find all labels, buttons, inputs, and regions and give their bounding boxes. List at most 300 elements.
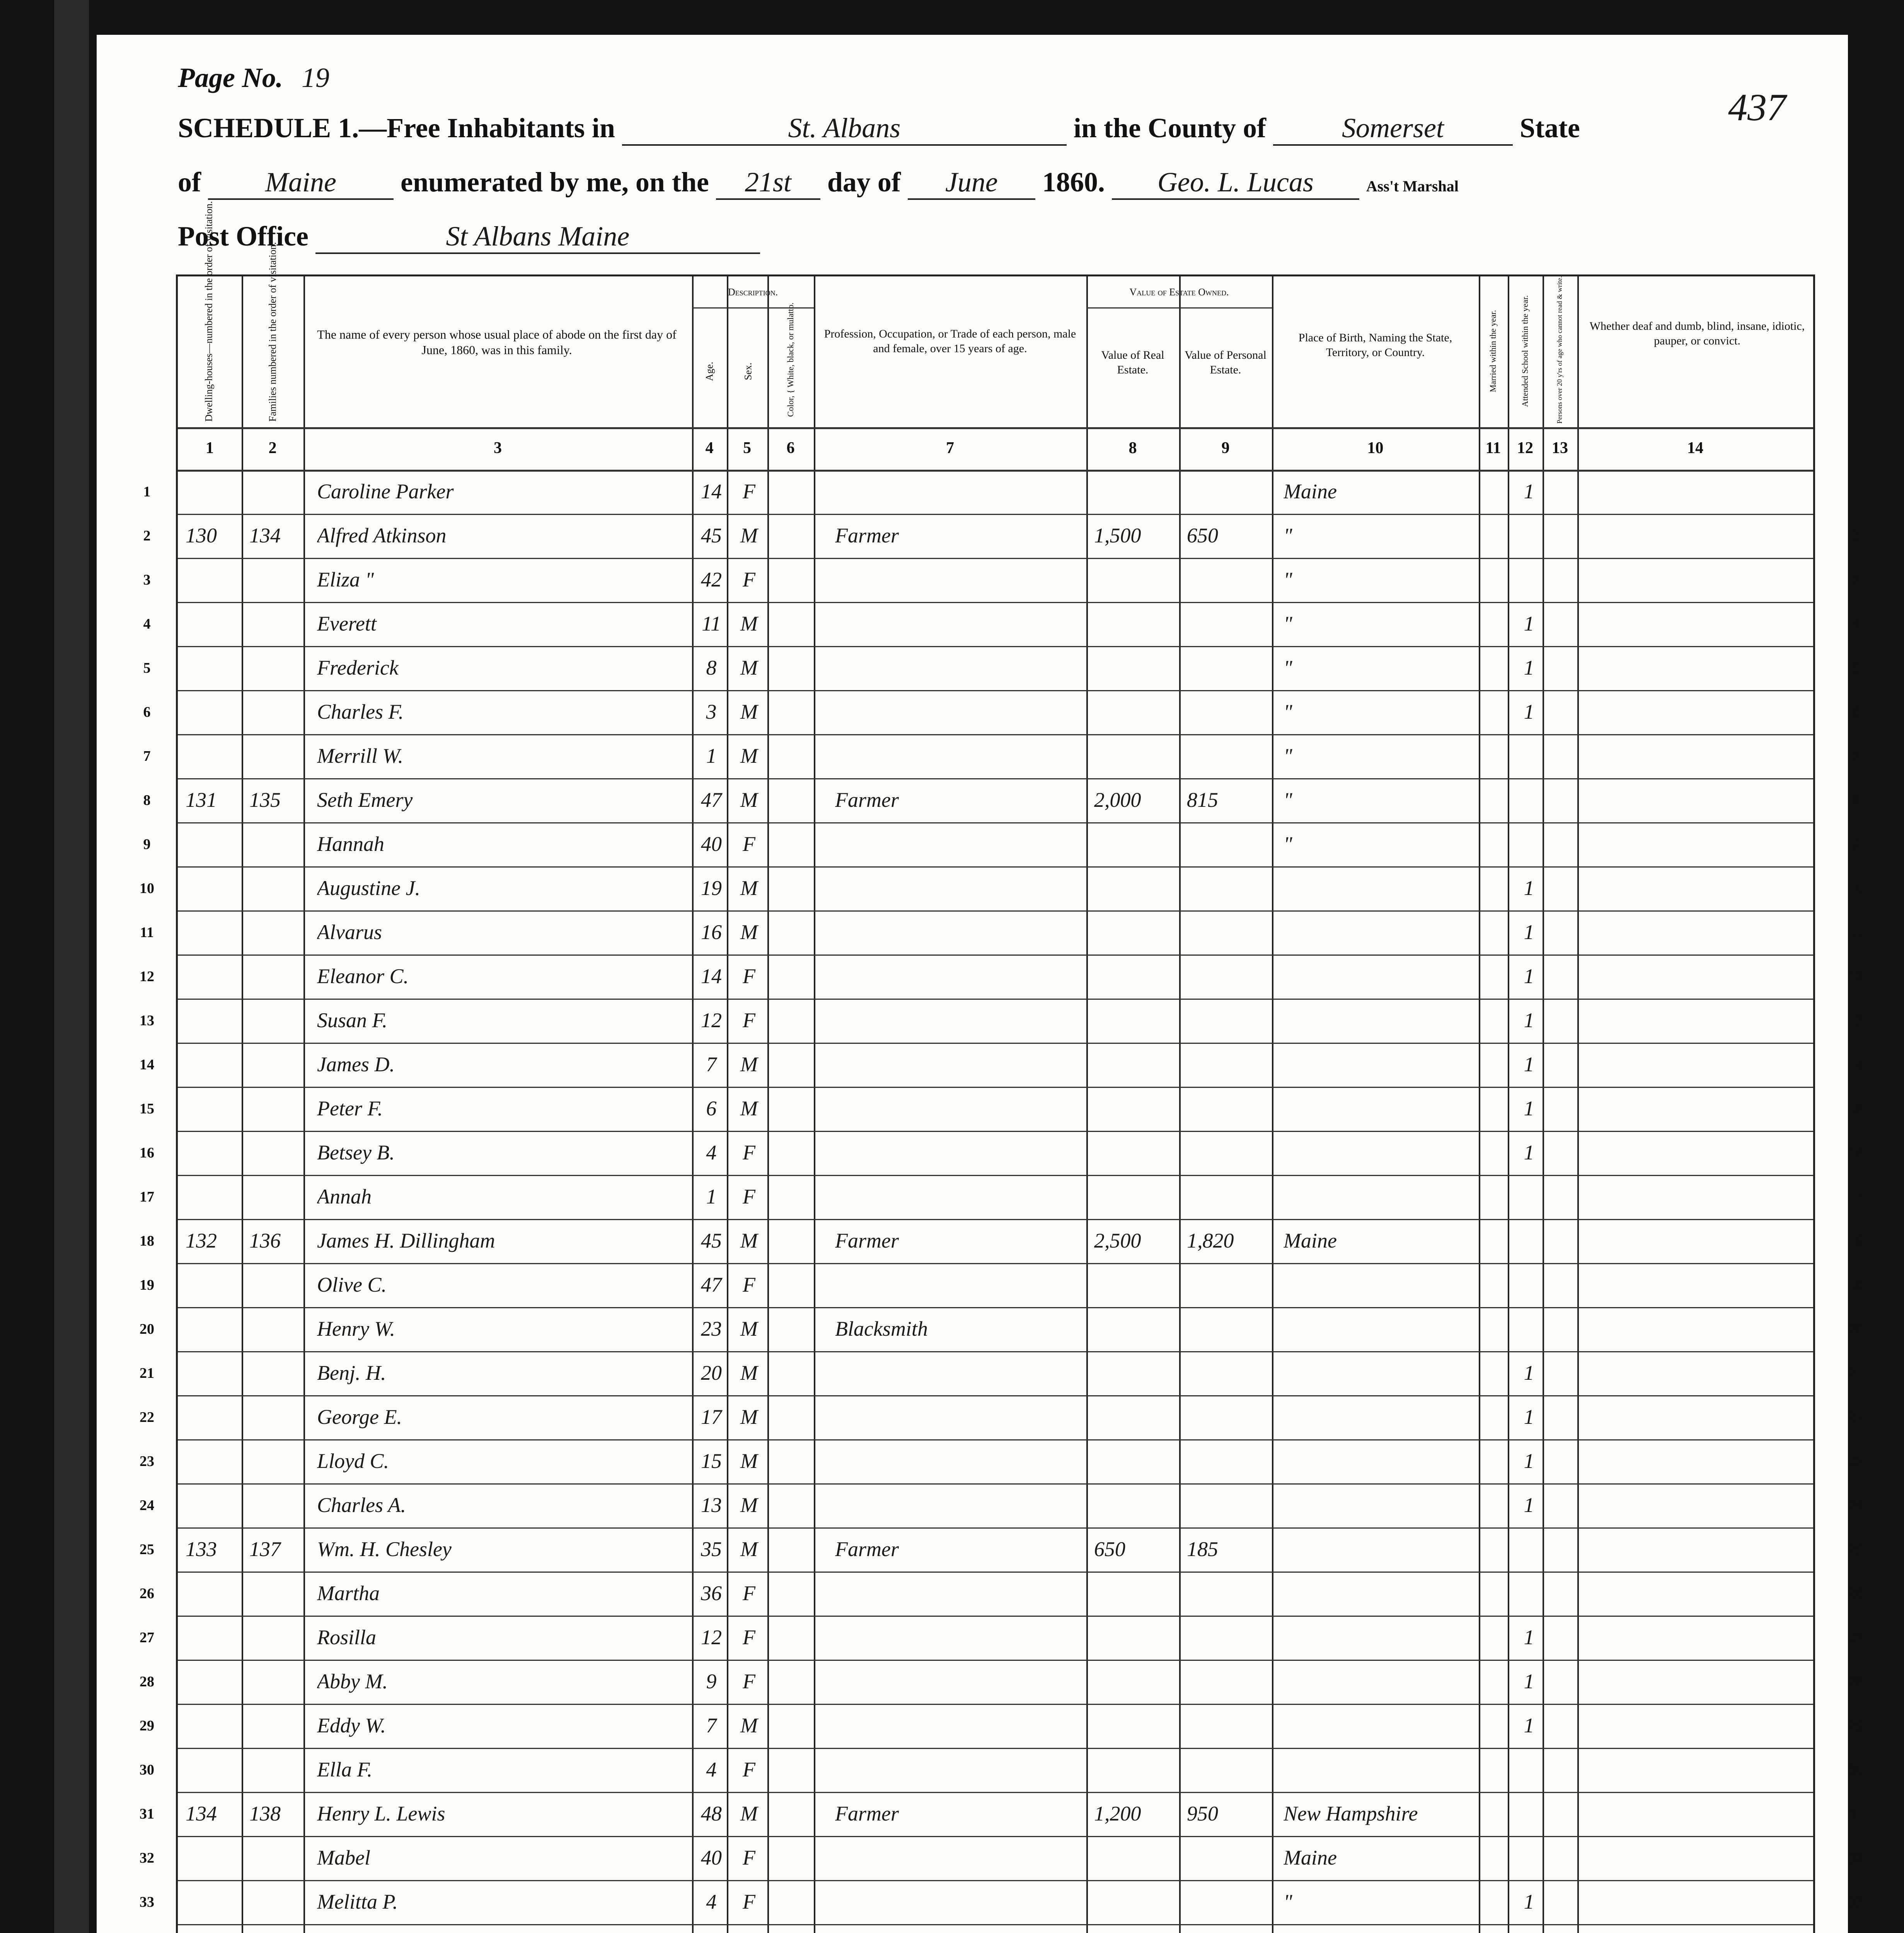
col3-header: The name of every person whose usual place of abode on the first day of June, 1860, was in this family.	[317, 327, 677, 357]
age: 40	[701, 1846, 722, 1869]
age: 35	[701, 1538, 722, 1561]
description-header: Description.	[728, 286, 778, 298]
person-name: Augustine J.	[317, 876, 420, 900]
line-number-right: 27	[1848, 1630, 1863, 1646]
age: 7	[706, 1053, 717, 1076]
row-rule	[178, 602, 1813, 603]
age: 16	[701, 920, 722, 944]
sex: M	[740, 1361, 758, 1384]
age: 4	[706, 1890, 717, 1913]
line-number-left: 20	[140, 1321, 154, 1337]
col12-header: Attended School within the year.	[1520, 295, 1530, 407]
county-label: in the County of	[1073, 113, 1266, 143]
line-number-left: 6	[143, 704, 151, 720]
real-estate-value: 2,000	[1094, 788, 1141, 811]
row-rule	[178, 822, 1813, 823]
attended-school: 1	[1524, 656, 1534, 679]
line-number-right: 17	[1848, 1189, 1863, 1205]
occupation: Blacksmith	[835, 1317, 928, 1340]
person-name: Eleanor C.	[317, 965, 409, 988]
sex: M	[740, 1802, 758, 1825]
row-rule	[178, 1439, 1813, 1440]
line-number-right: 3	[1852, 572, 1860, 588]
page-number: 19	[301, 62, 329, 93]
line-number-right: 20	[1848, 1321, 1863, 1337]
family-number: 138	[249, 1802, 281, 1825]
sex: F	[743, 1185, 755, 1208]
line-number-left: 32	[140, 1850, 154, 1866]
sex: M	[740, 1097, 758, 1120]
age: 4	[706, 1141, 717, 1164]
sex: M	[740, 612, 758, 635]
age: 8	[706, 656, 717, 679]
line-number-right: 15	[1848, 1101, 1863, 1117]
attended-school: 1	[1524, 1361, 1534, 1384]
col9-header: Value of Personal Estate.	[1185, 349, 1266, 376]
attended-school: 1	[1524, 876, 1534, 900]
state-label: State	[1519, 113, 1580, 143]
column-number: 11	[1485, 439, 1501, 457]
personal-estate-value: 650	[1187, 524, 1218, 547]
line-number-left: 7	[143, 748, 151, 764]
column-number: 14	[1687, 439, 1703, 457]
line-number-right: 26	[1848, 1585, 1863, 1602]
real-estate-value: 1,200	[1094, 1802, 1141, 1825]
row-rule	[178, 1175, 1813, 1176]
film-edge	[54, 0, 89, 1933]
row-rule	[178, 1307, 1813, 1308]
dwelling-number: 132	[186, 1229, 217, 1252]
age: 4	[706, 1758, 717, 1781]
county-field: Somerset	[1273, 112, 1513, 146]
column-number: 13	[1552, 439, 1568, 457]
age: 14	[701, 965, 722, 988]
sex: F	[743, 1626, 755, 1649]
of-label: of	[178, 167, 201, 198]
attended-school: 1	[1524, 1405, 1534, 1428]
birthplace: "	[1284, 700, 1292, 723]
line-number-left: 27	[140, 1630, 154, 1646]
row-rule	[178, 1087, 1813, 1088]
line-number-right: 7	[1852, 748, 1860, 764]
occupation: Farmer	[835, 524, 899, 547]
line-number-left: 24	[140, 1497, 154, 1514]
town-field: St. Albans	[622, 112, 1067, 146]
occupation: Farmer	[835, 788, 899, 811]
marshal-field: Geo. L. Lucas	[1112, 166, 1359, 200]
attended-school: 1	[1524, 1097, 1534, 1120]
row-rule	[178, 778, 1813, 779]
line-number-right: 25	[1848, 1541, 1863, 1558]
line-number-right: 2	[1852, 528, 1860, 544]
sex: F	[743, 1009, 755, 1032]
person-name: Alfred Atkinson	[317, 524, 447, 547]
row-rule	[178, 1219, 1813, 1220]
sex: F	[743, 1890, 755, 1913]
attended-school: 1	[1524, 1141, 1534, 1164]
attended-school: 1	[1524, 1626, 1534, 1649]
occupation: Farmer	[835, 1802, 899, 1825]
age: 7	[706, 1714, 717, 1737]
personal-estate-value: 185	[1187, 1538, 1218, 1561]
row-rule	[178, 1483, 1813, 1485]
sex: F	[743, 1758, 755, 1781]
col10-header: Place of Birth, Naming the State, Territory, or Country.	[1298, 331, 1452, 359]
person-name: Lloyd C.	[317, 1449, 389, 1473]
line-number-right: 30	[1848, 1762, 1863, 1778]
age: 15	[701, 1449, 722, 1473]
line-number-right: 9	[1852, 836, 1860, 852]
age: 20	[701, 1361, 722, 1384]
occupation: Farmer	[835, 1229, 899, 1252]
age: 1	[706, 744, 717, 767]
line-number-right: 23	[1848, 1453, 1863, 1469]
age: 40	[701, 832, 722, 856]
sex: F	[743, 965, 755, 988]
age: 45	[701, 524, 722, 547]
birthplace: "	[1284, 788, 1292, 811]
age: 6	[706, 1097, 717, 1120]
post-office-label: Post Office	[178, 221, 309, 252]
age: 17	[701, 1405, 722, 1428]
line-number-left: 30	[140, 1762, 154, 1778]
attended-school: 1	[1524, 1009, 1534, 1032]
birthplace: "	[1284, 1890, 1292, 1913]
sheet-number: 437	[1728, 86, 1786, 129]
line-number-right: 5	[1852, 660, 1860, 676]
attended-school: 1	[1524, 700, 1534, 723]
sex: F	[743, 832, 755, 856]
dwelling-number: 130	[186, 524, 217, 547]
age: 42	[701, 568, 722, 591]
line-number-right: 29	[1848, 1718, 1863, 1734]
row-rule	[178, 1131, 1813, 1132]
birthplace: "	[1284, 744, 1292, 767]
line-number-left: 11	[140, 924, 154, 941]
age: 14	[701, 480, 722, 503]
sex: F	[743, 1141, 755, 1164]
family-number: 135	[249, 788, 281, 811]
year: 1860.	[1042, 167, 1105, 198]
person-name: Eddy W.	[317, 1714, 386, 1737]
person-name: Merrill W.	[317, 744, 404, 767]
person-name: Caroline Parker	[317, 480, 454, 503]
column-number: 6	[786, 439, 795, 457]
sex: M	[740, 1053, 758, 1076]
row-rule	[178, 1043, 1813, 1044]
state-field: Maine	[208, 166, 394, 200]
col1-header: Dwelling-houses—numbered in the order of visitation.	[203, 201, 215, 422]
column-number: 9	[1221, 439, 1230, 457]
person-name: Susan F.	[317, 1009, 388, 1032]
month-field: June	[908, 166, 1035, 200]
person-name: Hannah	[317, 832, 384, 856]
line-number-left: 22	[140, 1409, 154, 1425]
line-number-left: 10	[140, 880, 154, 897]
line-number-left: 5	[143, 660, 151, 676]
line-number-right: 33	[1848, 1894, 1863, 1910]
line-number-right: 10	[1848, 880, 1863, 897]
person-name: James D.	[317, 1053, 395, 1076]
row-rule	[178, 1924, 1813, 1925]
sex: F	[743, 1670, 755, 1693]
attended-school: 1	[1524, 1714, 1534, 1737]
attended-school: 1	[1524, 1449, 1534, 1473]
line-number-right: 14	[1848, 1057, 1863, 1073]
line-number-right: 8	[1852, 792, 1860, 808]
col5-header: Sex.	[742, 362, 754, 380]
person-name: Everett	[317, 612, 377, 635]
personal-estate-value: 815	[1187, 788, 1218, 811]
attended-school: 1	[1524, 1493, 1534, 1517]
row-rule	[178, 558, 1813, 559]
birthplace: New Hampshire	[1284, 1802, 1418, 1825]
person-name: Melitta P.	[317, 1890, 398, 1913]
line-number-left: 15	[140, 1101, 154, 1117]
line-number-right: 4	[1852, 616, 1860, 632]
dwelling-number: 134	[186, 1802, 217, 1825]
row-rule	[178, 734, 1813, 735]
row-rule	[178, 1263, 1813, 1264]
age: 11	[702, 612, 721, 635]
post-office-line	[178, 220, 760, 254]
row-rule	[178, 690, 1813, 691]
line-number-left: 14	[140, 1057, 154, 1073]
line-number-right: 28	[1848, 1674, 1863, 1690]
person-name: Alvarus	[317, 920, 382, 944]
line-number-right: 1	[1852, 484, 1860, 500]
line-number-left: 21	[140, 1365, 154, 1381]
real-estate-value: 2,500	[1094, 1229, 1141, 1252]
line-number-right: 24	[1848, 1497, 1863, 1514]
row-rule	[178, 1616, 1813, 1617]
person-name: Eliza "	[317, 568, 374, 591]
person-name: Henry W.	[317, 1317, 395, 1340]
birthplace: Maine	[1284, 1846, 1337, 1869]
line-number-right: 18	[1848, 1233, 1863, 1249]
person-name: Charles A.	[317, 1493, 406, 1517]
col7-header: Profession, Occupation, or Trade of each person, male and female, over 15 years of age.	[824, 327, 1076, 355]
row-rule	[178, 514, 1813, 515]
sex: M	[740, 524, 758, 547]
person-name: Wm. H. Chesley	[317, 1538, 452, 1561]
line-number-left: 28	[140, 1674, 154, 1690]
line-number-left: 13	[140, 1013, 154, 1029]
line-number-left: 16	[140, 1145, 154, 1161]
person-name: Henry L. Lewis	[317, 1802, 445, 1825]
birthplace: Maine	[1284, 480, 1337, 503]
sex: M	[740, 1449, 758, 1473]
line-number-left: 9	[143, 836, 151, 852]
column-number: 8	[1128, 439, 1137, 457]
line-number-right: 13	[1848, 1013, 1863, 1029]
column-number: 7	[946, 439, 954, 457]
age: 23	[701, 1317, 722, 1340]
age: 36	[701, 1582, 722, 1605]
line-number-right: 22	[1848, 1409, 1863, 1425]
family-number: 134	[249, 524, 281, 547]
birthplace: "	[1284, 568, 1292, 591]
age: 12	[701, 1009, 722, 1032]
line-number-left: 8	[143, 792, 151, 808]
sex: M	[740, 656, 758, 679]
age: 47	[701, 788, 722, 811]
column-number: 2	[268, 439, 277, 457]
personal-estate-value: 950	[1187, 1802, 1218, 1825]
census-sheet	[97, 35, 1863, 1933]
enumeration-line	[178, 166, 1459, 200]
row-rule	[178, 1572, 1813, 1573]
line-number-right: 19	[1848, 1277, 1863, 1293]
person-name: Betsey B.	[317, 1141, 395, 1164]
family-number: 137	[249, 1538, 281, 1561]
attended-school: 1	[1524, 612, 1534, 635]
line-number-left: 29	[140, 1718, 154, 1734]
line-number-left: 33	[140, 1894, 154, 1910]
sex: M	[740, 1538, 758, 1561]
line-number-left: 4	[143, 616, 151, 632]
line-number-left: 2	[143, 528, 151, 544]
col6-header: Color, { White, black, or mulatto.	[785, 302, 795, 417]
row-rule	[178, 866, 1813, 868]
age: 45	[701, 1229, 722, 1252]
sex: M	[740, 1493, 758, 1517]
schedule-title: SCHEDULE 1.—Free Inhabitants in	[178, 113, 615, 143]
sex: M	[740, 920, 758, 944]
line-number-right: 31	[1848, 1806, 1863, 1822]
column-number: 3	[494, 439, 502, 457]
real-estate-value: 1,500	[1094, 524, 1141, 547]
attended-school: 1	[1524, 1053, 1534, 1076]
dwelling-number: 133	[186, 1538, 217, 1561]
occupation: Farmer	[835, 1538, 899, 1561]
birthplace: "	[1284, 612, 1292, 635]
day-label: day of	[827, 167, 901, 198]
line-number-left: 17	[140, 1189, 154, 1205]
real-estate-value: 650	[1094, 1538, 1125, 1561]
sex: M	[740, 1317, 758, 1340]
column-number: 5	[743, 439, 751, 457]
col8-header: Value of Real Estate.	[1101, 349, 1164, 376]
sex: M	[740, 788, 758, 811]
person-name: James H. Dillingham	[317, 1229, 495, 1252]
row-rule	[178, 1748, 1813, 1749]
age: 9	[706, 1670, 717, 1693]
line-number-left: 12	[140, 968, 154, 985]
line-number-left: 18	[140, 1233, 154, 1249]
line-number-right: 21	[1848, 1365, 1863, 1381]
line-number-left: 23	[140, 1453, 154, 1469]
person-name: Abby M.	[317, 1670, 388, 1693]
row-rule	[178, 646, 1813, 647]
age: 1	[706, 1185, 717, 1208]
sex: F	[743, 480, 755, 503]
age: 13	[701, 1493, 722, 1517]
row-rule	[178, 1527, 1813, 1529]
sex: F	[743, 568, 755, 591]
person-name: Rosilla	[317, 1626, 377, 1649]
age: 47	[701, 1273, 722, 1296]
sex: M	[740, 1229, 758, 1252]
attended-school: 1	[1524, 920, 1534, 944]
column-number: 4	[705, 439, 714, 457]
schedule-line	[178, 112, 1580, 146]
col13-header: Persons over 20 y'rs of age who cannot read & write.	[1556, 276, 1564, 424]
row-rule	[178, 1704, 1813, 1705]
sex: F	[743, 1273, 755, 1296]
line-number-left: 26	[140, 1585, 154, 1602]
row-rule	[178, 910, 1813, 912]
column-number: 1	[206, 439, 214, 457]
row-rule	[178, 1351, 1813, 1352]
col11-header: Married within the year.	[1488, 310, 1498, 392]
sex: M	[740, 876, 758, 900]
line-number-left: 19	[140, 1277, 154, 1293]
sex: M	[740, 1405, 758, 1428]
line-number-left: 1	[143, 484, 151, 500]
person-name: Olive C.	[317, 1273, 387, 1296]
page-number-line	[178, 62, 329, 94]
line-number-right: 12	[1848, 968, 1863, 985]
day-field: 21st	[716, 166, 820, 200]
line-number-right: 16	[1848, 1145, 1863, 1161]
line-number-right: 6	[1852, 704, 1860, 720]
attended-school: 1	[1524, 1890, 1534, 1913]
row-rule	[178, 1395, 1813, 1396]
marshal-label: Ass't Marshal	[1366, 177, 1459, 195]
family-number: 136	[249, 1229, 281, 1252]
value-estate-header: Value of Estate Owned.	[1129, 286, 1229, 298]
birthplace: "	[1284, 524, 1292, 547]
age: 3	[706, 700, 717, 723]
row-rule	[178, 1792, 1813, 1793]
person-name: George E.	[317, 1405, 402, 1428]
attended-school: 1	[1524, 480, 1534, 503]
row-rule	[178, 1836, 1813, 1837]
age: 19	[701, 876, 722, 900]
sex: M	[740, 744, 758, 767]
sex: M	[740, 1714, 758, 1737]
person-name: Frederick	[317, 656, 399, 679]
col4-header: Age.	[704, 361, 715, 381]
birthplace: Maine	[1284, 1229, 1337, 1252]
line-number-left: 3	[143, 572, 151, 588]
row-rule	[178, 1660, 1813, 1661]
column-number: 10	[1367, 439, 1384, 457]
attended-school: 1	[1524, 1670, 1534, 1693]
person-name: Annah	[317, 1185, 372, 1208]
person-name: Ella F.	[317, 1758, 373, 1781]
col2-header: Families numbered in the order of visitation.	[267, 242, 278, 422]
personal-estate-value: 1,820	[1187, 1229, 1234, 1252]
line-number-left: 31	[140, 1806, 154, 1822]
sex: F	[743, 1846, 755, 1869]
person-name: Mabel	[317, 1846, 370, 1869]
person-name: Benj. H.	[317, 1361, 386, 1384]
sex: F	[743, 1582, 755, 1605]
birthplace: "	[1284, 656, 1292, 679]
enumerated-label: enumerated by me, on the	[400, 167, 709, 198]
person-name: Seth Emery	[317, 788, 413, 811]
post-office-field: St Albans Maine	[315, 220, 760, 254]
person-name: Martha	[317, 1582, 380, 1605]
page-label: Page No.	[178, 62, 283, 93]
line-number-right: 32	[1848, 1850, 1863, 1866]
line-number-left: 25	[140, 1541, 154, 1558]
row-rule	[178, 999, 1813, 1000]
sex: M	[740, 700, 758, 723]
dwelling-number: 131	[186, 788, 217, 811]
